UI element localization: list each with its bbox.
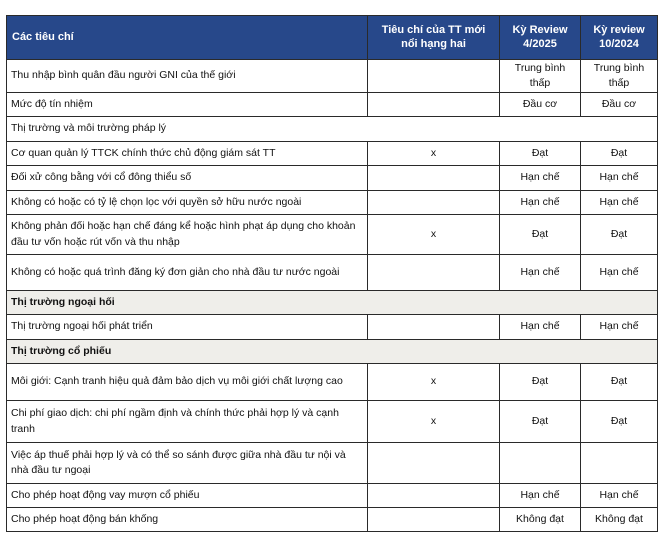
table-row [7, 443, 658, 484]
row-review-2024: Hạn chế [581, 484, 658, 508]
table-row [7, 60, 658, 93]
header-review-2024: Kỳ review 10/2024 [581, 16, 658, 60]
row-criterion: Chi phí giao dịch: chi phí ngầm định và chính thức phải hợp lý và cạnh tranh [7, 401, 368, 443]
table-row [7, 166, 658, 191]
row-review-2025 [500, 443, 581, 484]
row-review-2025: Đạt [500, 364, 581, 401]
row-criterion: Thu nhập bình quân đầu người GNI của thế giới [7, 60, 368, 93]
header-review-2025: Kỳ Review 4/2025 [500, 16, 581, 60]
row-review-2025: Không đạt [500, 508, 581, 532]
row-mark [368, 315, 500, 340]
row-review-2024: Đạt [581, 142, 658, 166]
row-review-2024: Hạn chế [581, 191, 658, 215]
row-review-2025: Trung bình thấp [500, 60, 581, 93]
table-row [7, 315, 658, 340]
row-mark: x [368, 364, 500, 401]
row-mark [368, 255, 500, 291]
row-review-2025: Hạn chế [500, 315, 581, 340]
table-row [7, 484, 658, 508]
table-row [7, 401, 658, 443]
row-mark [368, 60, 500, 93]
row-mark [368, 443, 500, 484]
row-mark [368, 93, 500, 117]
table-row [7, 93, 658, 117]
row-review-2024: Hạn chế [581, 315, 658, 340]
row-review-2025: Hạn chế [500, 484, 581, 508]
row-criterion: Việc áp thuế phải hợp lý và có thể so sánh được giữa nhà đầu tư nội và nhà đầu tư ngoại [7, 443, 368, 484]
section-row [7, 117, 658, 142]
row-mark [368, 191, 500, 215]
row-criterion: Mức độ tín nhiệm [7, 93, 368, 117]
table-row [7, 142, 658, 166]
row-criterion: Cho phép hoạt động bán khống [7, 508, 368, 532]
section-label: Thị trường ngoại hối [7, 291, 658, 315]
row-review-2024: Trung bình thấp [581, 60, 658, 93]
row-mark [368, 508, 500, 532]
header-new-rank: Tiêu chí của TT mới nổi hạng hai [368, 16, 500, 60]
table-row [7, 215, 658, 255]
section-row [7, 291, 658, 315]
header-criteria: Các tiêu chí [7, 16, 368, 60]
row-criterion: Không phản đối hoặc hạn chế đáng kể hoặc hình phạt áp dụng cho khoản đầu tư vốn hoặc rút vốn và thu nhập [7, 215, 368, 255]
row-review-2025: Hạn chế [500, 255, 581, 291]
row-review-2025: Đầu cơ [500, 93, 581, 117]
section-label: Thị trường cổ phiếu [7, 340, 658, 364]
row-criterion: Không có hoặc có tỷ lệ chọn lọc với quyền sở hữu nước ngoài [7, 191, 368, 215]
section-label: Thị trường và môi trường pháp lý [7, 117, 658, 142]
row-criterion: Cho phép hoạt động vay mượn cổ phiếu [7, 484, 368, 508]
row-review-2024: Không đạt [581, 508, 658, 532]
row-review-2025: Đạt [500, 401, 581, 443]
row-review-2025: Hạn chế [500, 166, 581, 191]
table-row [7, 364, 658, 401]
row-review-2025: Hạn chế [500, 191, 581, 215]
row-review-2024: Hạn chế [581, 166, 658, 191]
row-mark: x [368, 401, 500, 443]
row-criterion: Đối xử công bằng với cổ đông thiểu số [7, 166, 368, 191]
row-criterion: Thị trường ngoại hối phát triển [7, 315, 368, 340]
row-criterion: Không có hoặc quá trình đăng ký đơn giản cho nhà đầu tư nước ngoài [7, 255, 368, 291]
row-review-2024: Đầu cơ [581, 93, 658, 117]
row-review-2024: Hạn chế [581, 255, 658, 291]
row-mark [368, 484, 500, 508]
criteria-table [6, 15, 658, 532]
row-review-2024: Đạt [581, 215, 658, 255]
row-review-2024: Đạt [581, 364, 658, 401]
table-row [7, 508, 658, 532]
row-review-2025: Đạt [500, 142, 581, 166]
row-review-2024 [581, 443, 658, 484]
table-row [7, 191, 658, 215]
row-mark [368, 166, 500, 191]
row-criterion: Môi giới: Cạnh tranh hiệu quả đảm bảo dịch vụ môi giới chất lượng cao [7, 364, 368, 401]
table-header-row [7, 16, 658, 60]
row-review-2025: Đạt [500, 215, 581, 255]
section-row [7, 340, 658, 364]
table-row [7, 255, 658, 291]
row-review-2024: Đạt [581, 401, 658, 443]
row-mark: x [368, 215, 500, 255]
row-mark: x [368, 142, 500, 166]
row-criterion: Cơ quan quản lý TTCK chính thức chủ động giám sát TT [7, 142, 368, 166]
